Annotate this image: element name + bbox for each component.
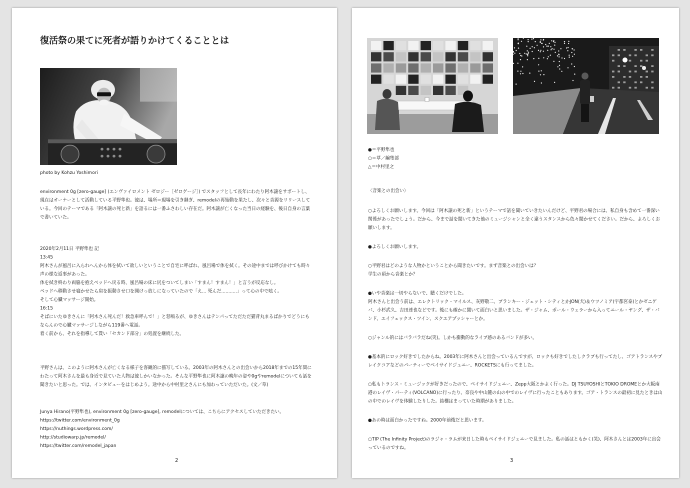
- building-window: [612, 87, 614, 89]
- building-window: [629, 54, 631, 56]
- building-window: [634, 87, 636, 89]
- tree-light: [554, 82, 555, 83]
- poster: [383, 75, 393, 84]
- tree-light: [543, 57, 544, 58]
- poster: [470, 52, 480, 61]
- standing-person-head: [582, 73, 589, 80]
- tree-light: [535, 41, 536, 42]
- tree-light: [553, 49, 554, 50]
- building-window: [651, 54, 653, 56]
- seated-person-left-head: [383, 89, 392, 99]
- building-window: [618, 81, 620, 83]
- speaker-kusa: ○＝草／編集部: [368, 156, 399, 161]
- tree-light: [547, 50, 548, 51]
- diary-line: 阿木さんが風呂に入られへんから体を拭いて欲しいということで自宅に呼ばれ、風呂場で体を拭く。その途中までは呼びかけても時々声の様な返事があった。: [40, 263, 311, 277]
- tree-light: [558, 50, 559, 51]
- tree-light: [541, 70, 542, 71]
- right-page: [352, 8, 679, 478]
- tree-light: [534, 81, 535, 82]
- dialogue-paragraph: ○私もトランス・ミュージックが好きだったので、ベイサイドジェニー、Zepp大阪とかよく行った。DJ TSUYOSHIとTOKIO DROMEとか大阪南港のレイヴ・パーティ(VOLCANO)に行ったり、奈良や中山麓の山の中でのレイヴに行ったこともあります。ゴア・トランスの最初に見たときは山の中でのレイヴを体験したりした。結構はまっていた時期がありました。: [368, 382, 663, 404]
- tree-light: [531, 39, 532, 40]
- poster: [458, 52, 468, 61]
- poster: [421, 75, 431, 84]
- poster: [445, 41, 455, 50]
- mixer-knob: [113, 155, 116, 158]
- tree-light: [514, 53, 515, 54]
- tree-light: [527, 54, 528, 55]
- tree-light: [532, 46, 533, 47]
- poster: [470, 41, 480, 50]
- tree-light: [567, 50, 568, 51]
- dj-beard: [99, 100, 109, 106]
- building-window: [612, 60, 614, 62]
- stage-light: [140, 68, 177, 102]
- dialogue-paragraph: ●よろしくお願いします。: [368, 244, 422, 250]
- poster: [445, 63, 455, 72]
- tree-light: [553, 61, 554, 62]
- poster: [396, 41, 406, 50]
- building-window: [623, 49, 625, 51]
- right-page-content: [352, 8, 679, 478]
- tree-light: [550, 46, 551, 47]
- tree-light: [566, 47, 567, 48]
- tree-light: [518, 39, 519, 40]
- tree-light: [527, 59, 528, 60]
- building-window: [634, 81, 636, 83]
- tree-light: [564, 58, 565, 59]
- poster: [433, 75, 443, 84]
- tree-light: [516, 84, 517, 85]
- tree-light: [533, 38, 534, 39]
- poster: [408, 63, 418, 72]
- page-number-left: 2: [175, 458, 179, 464]
- poster: [383, 63, 393, 72]
- building-window: [623, 81, 625, 83]
- interview-dialogue: [368, 207, 663, 463]
- tree-light: [564, 43, 565, 44]
- diary-line: ベッドへ移動させ寝かせたら肩を振動させ口を開けっ放しになっていたので「え... 死んだ...........」って心の中で呟く。: [40, 289, 282, 294]
- poster: [396, 86, 406, 95]
- tree-light: [517, 63, 518, 64]
- building-window: [640, 81, 642, 83]
- speaker-nakamura: △＝中村里之: [368, 164, 394, 170]
- building-window: [618, 71, 620, 73]
- tree-light: [540, 51, 541, 52]
- tree-light: [524, 53, 525, 54]
- poster: [483, 75, 493, 84]
- tree-light: [543, 51, 544, 52]
- tree-light: [543, 74, 544, 75]
- tree-light: [572, 80, 573, 81]
- poster: [421, 63, 431, 72]
- poster: [445, 75, 455, 84]
- poster: [396, 52, 406, 61]
- link-wordpress[interactable]: https://nuthings.wordpress.com/: [40, 426, 113, 432]
- poster: [396, 63, 406, 72]
- poster: [408, 52, 418, 61]
- tree-light: [517, 71, 518, 72]
- poster: [458, 41, 468, 50]
- summary-paragraph: 平野さんは、このように阿木さんが亡くなる様子を客観的に描写している。2003年の阿木さんとの出会いから2018年までの15年間にわたって阿木さんを最も身近で見ていた人物は彼しかいなかった。そんな平野隼也に阿木譲の晩年の姿や0gやremodelについても話を聞きたいと思った。では、インタビューをはじめよう。途中から中村里之さんにも加わっていただいた。(文／草): [40, 365, 312, 388]
- tree-light: [554, 45, 555, 46]
- tree-light: [572, 56, 573, 57]
- building-window: [651, 65, 653, 67]
- tree-light: [518, 48, 519, 49]
- poster: [383, 41, 393, 50]
- left-page-content: [12, 8, 337, 478]
- tree-light: [528, 41, 529, 42]
- tree-light: [574, 66, 575, 67]
- right-turntable: [147, 145, 165, 163]
- poster: [433, 86, 443, 95]
- building-window: [646, 87, 648, 89]
- tree-light: [552, 48, 553, 49]
- poster: [421, 86, 431, 95]
- tree-light: [543, 39, 544, 40]
- building-window: [634, 49, 636, 51]
- poster: [396, 75, 406, 84]
- tree-light: [546, 46, 547, 47]
- tree-light: [540, 74, 541, 75]
- tree-light: [547, 58, 548, 59]
- building-window: [651, 87, 653, 89]
- tree-light: [538, 50, 539, 51]
- building-window: [629, 60, 631, 62]
- tree-light: [550, 55, 551, 56]
- tree-light: [538, 58, 539, 59]
- link-studiowarp[interactable]: http://studiowarp.jp/remodel/: [40, 435, 106, 440]
- tree-light: [541, 82, 542, 83]
- tree-light: [561, 71, 562, 72]
- left-turntable: [61, 145, 79, 163]
- poster: [458, 75, 468, 84]
- poster: [421, 52, 431, 61]
- poster: [433, 63, 443, 72]
- tree-light: [549, 43, 550, 44]
- tree-light: [540, 50, 541, 51]
- dialogue-paragraph: ○平野君はどのような人物かということから聞きたいです。まず音楽との出会いは？ 学生の頃から音楽とか？: [368, 263, 539, 277]
- dj-photo: [40, 68, 177, 165]
- poster: [445, 52, 455, 61]
- tree-light: [520, 55, 521, 56]
- article-title: 復活祭の果てに死者が語りかけてくることとは: [40, 35, 229, 46]
- tree-light: [567, 67, 568, 68]
- seated-person-right-head: [463, 91, 473, 102]
- tree-light: [532, 51, 533, 52]
- building-window: [640, 60, 642, 62]
- tree-light: [533, 58, 534, 59]
- standing-person-legs: [581, 104, 589, 122]
- tree-light: [568, 41, 569, 42]
- tree-light: [527, 55, 528, 56]
- tree-light: [559, 65, 560, 66]
- tree-light: [568, 47, 569, 48]
- poster: [433, 41, 443, 50]
- street-lamp: [623, 58, 628, 63]
- tree-light: [564, 41, 565, 42]
- poster: [483, 63, 493, 72]
- speaker-legend: [368, 146, 399, 172]
- diary: [40, 245, 312, 339]
- dj-glasses: [97, 92, 111, 96]
- tree-light: [571, 63, 572, 64]
- left-page: [12, 8, 337, 478]
- tree-light: [559, 61, 560, 62]
- tree-light: [574, 74, 575, 75]
- poster: [371, 52, 381, 61]
- tree-light: [545, 44, 546, 45]
- night-street-photo: [513, 38, 659, 134]
- diary-time: 16:15: [40, 306, 53, 311]
- tree-light: [516, 50, 517, 51]
- poster: [371, 41, 381, 50]
- building-window: [618, 54, 620, 56]
- tree-light: [519, 53, 520, 54]
- street-lamp: [642, 66, 646, 70]
- building-window: [623, 65, 625, 67]
- tree-light: [540, 41, 541, 42]
- dialogue-paragraph: ●あの時は面白かったですね。2000年前後だと思います。: [368, 418, 487, 423]
- poster: [483, 52, 493, 61]
- standing-person-body: [580, 80, 590, 104]
- speaker-hirano: ●＝平野隼也: [368, 147, 395, 153]
- building-window: [629, 71, 631, 73]
- diary-time: 13:45: [40, 255, 53, 260]
- dialogue-paragraph: ○よろしくお願いします。今回は「阿木譲の死と新」というテーマで話を聞いていきたいんだけど、平野君の場合には、私自身も含めて一番深い関係があったでしょう。だから、今まで話を聞いてきた他のミュージシャンと全く違うスタンスから色々聞かせてください。だから、よろしくお願いします。: [368, 208, 660, 231]
- building-window: [612, 76, 614, 78]
- building-window: [640, 65, 642, 67]
- building-window: [646, 54, 648, 56]
- dialogue-paragraph: ●いや音楽は一切やらないで、聴くだけでした。 阿木さんと出会う前は、エレクトリック・マイルス、灰野敬二、ブランキー・ジェット・シティとかJON(犬)＆ウツノミア(宇都宮泰)とかゼニゲバ、小杉武久、吉田達也などです。後にも確かに聞いて面白いと思いました。ザ・ジャム、ポール・ウェラーから入ってニール・ヤング、ザ・バンド、エイフェックス・ツイン、スクエアプッシャーとか。: [368, 291, 660, 322]
- tree-light: [522, 73, 523, 74]
- poster: [483, 41, 493, 50]
- building-window: [646, 60, 648, 62]
- mixer-knob: [107, 155, 110, 158]
- tree-light: [555, 52, 556, 53]
- poster: [470, 75, 480, 84]
- diary-line: 体を拭き終わり両脇を抱えベッドへ戻る時、風呂場の床に尻をついてしまい「すまん！すまん！」と言うが反応なし。: [40, 280, 279, 286]
- tree-light: [540, 39, 541, 40]
- building-window: [612, 71, 614, 73]
- tree-light: [520, 71, 521, 72]
- poster: [458, 63, 468, 72]
- tree-light: [572, 48, 573, 49]
- building-window: [634, 65, 636, 67]
- building-window: [640, 49, 642, 51]
- tree-light: [518, 43, 519, 44]
- dialogue-paragraph: ●基本的にロック好きでしたからね。2003年に阿木さんと出会っているんですが、ロックも好きでしたしクラブも行ってたし、ゴアトランスやブレイクコアなどのパーティーでベイサイドジェニー、ROCKETSにも行ってました。: [368, 354, 663, 368]
- poster: [371, 63, 381, 72]
- tree-light: [560, 48, 561, 49]
- diary-heading: 2020年2月11日 平野隼也 記: [40, 246, 99, 252]
- building-window: [634, 71, 636, 73]
- tree-light: [569, 57, 570, 58]
- tree-light: [569, 55, 570, 56]
- poster: [408, 86, 418, 95]
- poster: [371, 75, 381, 84]
- tree-light: [521, 41, 522, 42]
- tree-light: [527, 50, 528, 51]
- link-twitter-remodel[interactable]: https://twitter.com/remodel_japan: [40, 443, 117, 449]
- tree-light: [568, 43, 569, 44]
- shopping-bag: [590, 96, 594, 102]
- intro-paragraph: environment 0g [zero-gauge] (エンヴァイロメント ゼロジー［ゼロゲージ］) でスタッフとして長年にわたり阿木譲をサポートし、現在はオーナーとして活動している平野隼也。彼は、場所＝現場を引き継ぎ、remodelの再始動を果たし、次々と音源をリリースしている。今回のテーマである「阿木譲の死と新」を語るには一番ふさわしい存在だ。阿木譲が亡くなった当日の経験を、後日自身の言葉で書いていた。: [40, 189, 311, 220]
- tree-light: [530, 48, 531, 49]
- section-heading: 〈音楽との出会い〉: [368, 188, 409, 194]
- cup: [425, 98, 429, 102]
- building-window: [640, 76, 642, 78]
- dialogue-paragraph: ○ジャンル的にはバラバラだね(笑)。しかも衝動的なライブ感のあるバンドが多い。: [368, 335, 537, 341]
- mixer-knob: [107, 148, 110, 151]
- diary-line: そばにいたゆきさんに「阿木さん死んだ！救急車呼んで！」と怒鳴るが、ゆきさんはテンパってただただ猫背丸まるばかりでどうにもならんので心臓マッサージしながら119番へ電話。: [40, 314, 310, 328]
- tree-light: [526, 53, 527, 54]
- mixer-knob: [119, 148, 122, 151]
- building-window: [646, 71, 648, 73]
- building-window: [623, 76, 625, 78]
- tree-light: [534, 47, 535, 48]
- equipment-top-edge: [48, 139, 177, 143]
- building-window: [612, 54, 614, 56]
- building-window: [629, 76, 631, 78]
- link-twitter-environment[interactable]: https://twitter.com/environment_0g: [40, 418, 120, 423]
- tree-light: [551, 40, 552, 41]
- tree-light: [561, 57, 562, 58]
- tree-light: [548, 56, 549, 57]
- tree-light: [526, 46, 527, 47]
- tree-light: [528, 39, 529, 40]
- tree-light: [529, 73, 530, 74]
- tree-light: [554, 42, 555, 43]
- tree-light: [521, 55, 522, 56]
- poster: [421, 41, 431, 50]
- page-number-right: 3: [510, 458, 514, 464]
- dialogue-paragraph: ○TIP (The Infinity Project)のラジャ・ラムが来日した時もベイサイドジェニーで見ました。私の話はともかく(笑)、阿木さんとは2003年に出会っているのですね。: [368, 437, 661, 451]
- tree-light: [514, 47, 515, 48]
- poster: [408, 41, 418, 50]
- tree-light: [557, 66, 558, 67]
- building-window: [618, 65, 620, 67]
- tree-light: [537, 45, 538, 46]
- tree-light: [543, 46, 544, 47]
- dj-photo-graphic: [40, 68, 177, 165]
- building-window: [651, 81, 653, 83]
- tree-light: [548, 46, 549, 47]
- poster: [408, 75, 418, 84]
- links-intro: Junya Hirano(平野隼也), environment 0g [zero-gauge], remodelについては、こちらにアクセスしていただきたい。: [40, 409, 284, 415]
- building-window: [634, 54, 636, 56]
- building-window: [651, 71, 653, 73]
- tree-light: [528, 52, 529, 53]
- mixer-knob: [101, 148, 104, 151]
- mixer-knob: [113, 148, 116, 151]
- diary-line: そして心臓マッサージ開始。: [40, 297, 99, 303]
- photo-caption: photo by Kohzu Yoshimori: [40, 170, 98, 176]
- tree-light: [571, 52, 572, 53]
- links-block: [40, 408, 312, 451]
- tree-light: [520, 59, 521, 60]
- tree-light: [558, 54, 559, 55]
- tree-light: [551, 49, 552, 50]
- building-window: [646, 76, 648, 78]
- tree-light: [559, 56, 560, 57]
- tree-light: [520, 73, 521, 74]
- seated-person-left-body: [375, 99, 400, 130]
- diary-line: 着く前から、それを指導して貰い「セカンド部分」の処置を継続した。: [40, 331, 185, 337]
- tree-light: [522, 66, 523, 67]
- tree-light: [538, 71, 539, 72]
- poster: [433, 52, 443, 61]
- mixer-knob: [119, 155, 122, 158]
- interior-photo: [367, 38, 498, 134]
- tree-light: [553, 41, 554, 42]
- building-window: [618, 87, 620, 89]
- night-street-photo-graphic: [513, 38, 659, 134]
- tree-light: [538, 64, 539, 65]
- building-window: [651, 49, 653, 51]
- tree-light: [557, 55, 558, 56]
- interior-photo-graphic: [367, 38, 498, 134]
- tree-light: [559, 68, 560, 69]
- mixer-knob: [101, 155, 104, 158]
- poster: [470, 63, 480, 72]
- tree-light: [574, 54, 575, 55]
- seated-person-right-body: [452, 102, 484, 132]
- tree-light: [574, 49, 575, 50]
- building-window: [629, 87, 631, 89]
- poster: [445, 86, 455, 95]
- tree-light: [541, 43, 542, 44]
- building-window: [618, 49, 620, 51]
- poster: [383, 52, 393, 61]
